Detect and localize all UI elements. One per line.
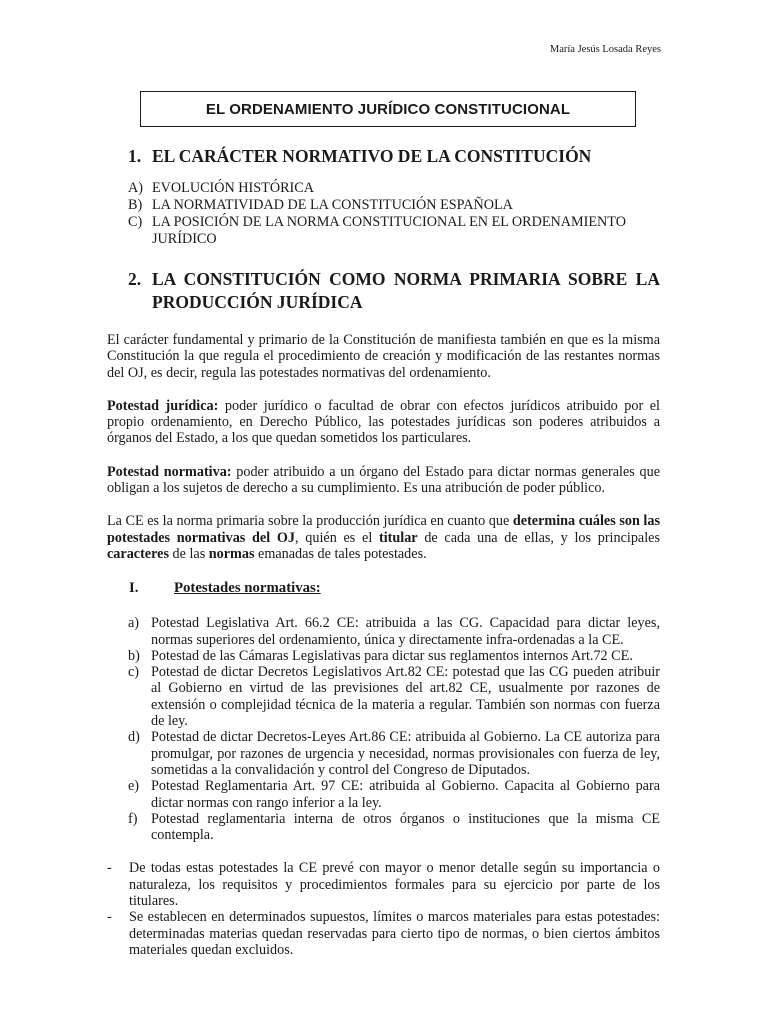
subsection-number: I. xyxy=(129,580,139,597)
list-marker: C) xyxy=(128,214,143,230)
list-text: LA POSICIÓN DE LA NORMA CONSTITUCIONAL EN EL ORDENAMIENTO JURÍDICO xyxy=(152,214,626,247)
list-item xyxy=(128,664,660,729)
list-marker: - xyxy=(107,860,112,877)
notes-list xyxy=(107,860,660,958)
list-text: Potestad de dictar Decretos-Leyes Art.86 CE: atribuida al Gobierno. La CE autoriza para promulgar, por razones de urgencia y necesidad, normas provisionales con fuerza de ley, sometidas a la convalidación y control del Congreso de Diputados. xyxy=(151,729,660,778)
bold-run: determina cuáles son las potestades normativas del OJ xyxy=(107,513,660,546)
list-marker: a) xyxy=(128,615,140,632)
section-1-list xyxy=(107,180,660,248)
subsection-heading xyxy=(129,579,660,597)
subsection-title: Potestades normativas: xyxy=(174,580,321,597)
list-text: Potestad Reglamentaria Art. 97 CE: atribuida al Gobierno. Capacita al Gobierno para dictar normas con rango inferior a la ley. xyxy=(151,778,660,811)
bold-run: caracteres xyxy=(107,545,169,562)
list-item xyxy=(128,180,660,197)
definition-potestad-juridica xyxy=(107,398,660,447)
text-run: de las xyxy=(168,545,209,562)
list-item xyxy=(107,909,660,958)
list-text: Potestad reglamentaria interna de otros órganos o instituciones que la misma CE contempla. xyxy=(151,810,660,844)
list-marker: d) xyxy=(128,729,140,746)
list-text: Potestad de dictar Decretos Legislativos Art.82 CE: potestad que las CG pueden atribuir al Gobierno en virtud de las previsiones del art.82 CE, usualmente por razones de extensión o complejidad técnica de la materia a regular. También son normas con fuerza de ley. xyxy=(151,664,660,730)
list-text: Se establecen en determinados supuestos, límites o marcos materiales para estas potestades: determinadas materias quedan reservadas para cierto tipo de normas, o bien ciertos ámbitos materiales quedan excluidos. xyxy=(129,909,660,958)
list-item xyxy=(128,648,660,664)
definition-term: Potestad jurídica: xyxy=(107,397,219,414)
definition-term: Potestad normativa: xyxy=(107,463,232,480)
list-text: Potestad de las Cámaras Legislativas para dictar sus reglamentos internos Art.72 CE. xyxy=(151,647,633,664)
section-2-heading xyxy=(128,268,660,314)
list-text: Potestad Legislativa Art. 66.2 CE: atribuida a las CG. Capacidad para dictar leyes, normas superiores del ordenamiento, única y directamente infra-ordenadas a la CE. xyxy=(151,615,660,648)
text-run: de cada una de ellas, y los principales xyxy=(417,529,660,546)
list-text: De todas estas potestades la CE prevé con mayor o menor detalle según su importancia o naturaleza, los requisitos y procedimientos formales para su ejercicio por parte de los titulares. xyxy=(129,860,660,910)
list-item xyxy=(128,729,660,778)
list-text: LA NORMATIVIDAD DE LA CONSTITUCIÓN ESPAÑOLA xyxy=(152,197,513,213)
section-number: 2. xyxy=(128,269,142,289)
list-item xyxy=(128,615,660,648)
list-marker: - xyxy=(107,909,112,926)
definition-text: poder jurídico o facultad de obrar con efectos jurídicos atribuido por el propio ordenamiento, en Derecho Público, las potestades jurídicas son poderes atribuidos a órganos del Estado, a los que quedan sometidos los particulares. xyxy=(107,397,660,447)
list-marker: f) xyxy=(128,810,138,827)
intro-paragraph: El carácter fundamental y primario de la Constitución de manifiesta también en que es la misma Constitución la que regula el procedimiento de creación y modificación de las restantes normas del OJ, es decir, regula las potestades normativas del ordenamiento. xyxy=(107,332,660,381)
list-item xyxy=(128,197,660,214)
ce-paragraph xyxy=(107,513,660,562)
bold-run: normas xyxy=(208,545,255,562)
section-title: EL CARÁCTER NORMATIVO DE LA CONSTITUCIÓN xyxy=(152,146,592,166)
text-run: emanadas de tales potestades. xyxy=(254,545,427,562)
list-marker: b) xyxy=(128,647,140,664)
author-name: María Jesús Losada Reyes xyxy=(549,44,661,55)
definition-potestad-normativa xyxy=(107,464,660,497)
list-marker: B) xyxy=(128,197,143,213)
list-marker: A) xyxy=(128,180,143,196)
list-text: EVOLUCIÓN HISTÓRICA xyxy=(152,180,314,196)
document-body xyxy=(107,140,660,958)
bold-run: titular xyxy=(378,529,418,546)
list-item xyxy=(128,811,660,844)
list-item xyxy=(107,860,660,909)
definition-text: poder atribuido a un órgano del Estado para dictar normas generales que obligan a los sujetos de derecho a su cumplimiento. Es una atribución de poder público. xyxy=(107,463,660,497)
list-item xyxy=(128,214,660,248)
list-marker: e) xyxy=(128,778,140,795)
section-title: LA CONSTITUCIÓN COMO NORMA PRIMARIA SOBRE LA PRODUCCIÓN JURÍDICA xyxy=(152,269,660,312)
section-1-heading xyxy=(128,145,660,168)
section-number: 1. xyxy=(128,146,142,166)
list-marker: c) xyxy=(128,664,140,681)
document-title: EL ORDENAMIENTO JURÍDICO CONSTITUCIONAL xyxy=(140,91,636,127)
text-run: , quién es el xyxy=(295,529,379,546)
text-run: La CE es la norma primaria sobre la producción jurídica en cuanto que xyxy=(107,513,513,530)
list-item xyxy=(128,778,660,811)
potestades-list xyxy=(107,615,660,843)
